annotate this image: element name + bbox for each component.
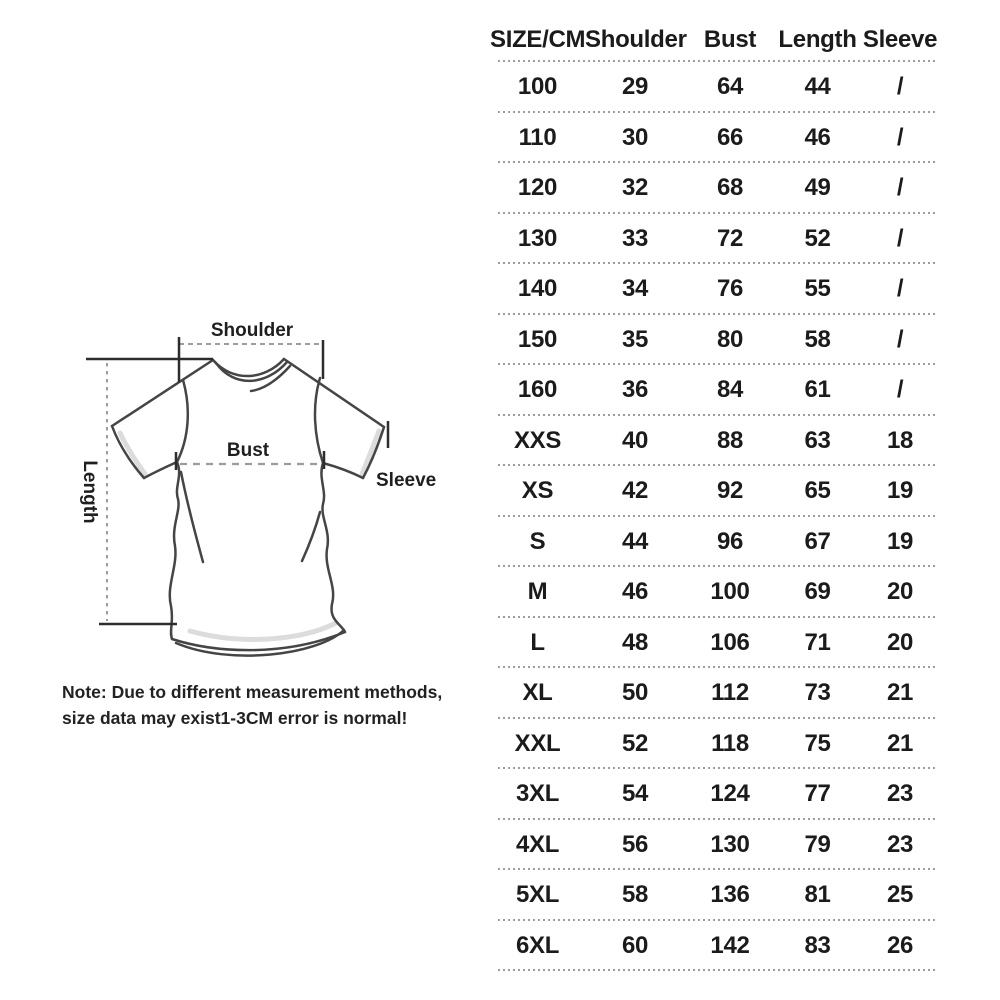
cell-size: 160 [517, 376, 558, 404]
note-text [62, 679, 472, 731]
table-body [490, 62, 940, 971]
cell-sleeve: 19 [886, 527, 914, 555]
cell-sleeve: 21 [886, 679, 914, 707]
cell-shoulder: 42 [621, 477, 649, 505]
header-cell-size: SIZE/CM [490, 26, 586, 53]
cell-length: 69 [804, 578, 831, 606]
cell-sleeve: / [896, 325, 904, 353]
table-row [490, 870, 940, 921]
cell-shoulder: 40 [621, 426, 649, 454]
cell-sleeve: / [896, 73, 904, 101]
table-row [490, 365, 940, 416]
sleeve-label: Sleeve [376, 470, 437, 491]
right-armhole-seam [315, 378, 323, 463]
tshirt-outline [112, 359, 384, 656]
cell-shoulder: 34 [621, 275, 649, 303]
cell-shoulder: 60 [621, 931, 649, 959]
cell-size: 120 [517, 174, 558, 202]
cell-size: XXL [514, 729, 561, 757]
cell-size: 3XL [515, 780, 560, 808]
cell-size: 6XL [515, 931, 560, 959]
cell-sleeve: / [896, 123, 904, 151]
cell-shoulder: 52 [621, 729, 649, 757]
cell-bust: 124 [710, 780, 750, 808]
table-row [490, 668, 940, 719]
cell-size: 110 [518, 123, 557, 151]
left-armhole-seam [177, 380, 188, 462]
table-row [490, 214, 940, 265]
table-row [490, 820, 940, 871]
table-row [490, 113, 940, 164]
cell-shoulder: 50 [621, 679, 649, 707]
header-cell-sleeve: Sleeve [862, 26, 938, 53]
size-table [490, 18, 940, 971]
cell-sleeve: 25 [886, 881, 914, 909]
cell-length: 55 [804, 275, 831, 303]
cell-bust: 66 [716, 123, 744, 151]
cell-sleeve: 26 [886, 931, 914, 959]
cell-size: XS [521, 477, 554, 505]
cell-bust: 96 [716, 527, 744, 555]
cell-length: 71 [804, 628, 831, 656]
right-underarm [323, 463, 363, 478]
shoulder-label: Shoulder [210, 320, 294, 341]
cell-length: 75 [804, 729, 831, 757]
cell-bust: 142 [710, 931, 750, 959]
cell-bust: 92 [716, 477, 744, 505]
cell-size: 100 [517, 73, 558, 101]
cell-shoulder: 58 [621, 881, 649, 909]
cell-shoulder: 33 [621, 224, 649, 252]
note-line-2: size data may exist1-3CM error is normal! [62, 708, 408, 728]
cell-sleeve: 20 [886, 628, 914, 656]
cell-sleeve: 20 [886, 578, 914, 606]
cell-shoulder: 32 [621, 174, 649, 202]
cell-length: 67 [804, 527, 831, 555]
cell-sleeve: 19 [886, 477, 914, 505]
cell-length: 79 [804, 830, 831, 858]
cell-sleeve: / [896, 174, 904, 202]
table-row [490, 618, 940, 669]
cell-size: XXS [513, 426, 562, 454]
cell-shoulder: 29 [621, 73, 649, 101]
cell-length: 77 [804, 780, 831, 808]
cell-sleeve: 21 [886, 729, 914, 757]
cell-size: M [527, 578, 548, 606]
cell-bust: 76 [716, 275, 744, 303]
cell-size: 4XL [515, 830, 560, 858]
cell-shoulder: 54 [621, 780, 649, 808]
cell-shoulder: 46 [621, 578, 649, 606]
cell-size: L [530, 628, 545, 656]
tshirt-measurement-diagram [40, 300, 470, 690]
cell-length: 83 [804, 931, 831, 959]
cell-bust: 84 [716, 376, 744, 404]
cell-length: 52 [804, 224, 831, 252]
table-row [490, 315, 940, 366]
cell-sleeve: / [896, 224, 904, 252]
cell-size: 130 [517, 224, 558, 252]
table-row [490, 719, 940, 770]
cell-bust: 130 [710, 830, 750, 858]
table-row [490, 163, 940, 214]
cell-bust: 80 [716, 325, 744, 353]
cell-bust: 100 [710, 578, 750, 606]
table-row [490, 416, 940, 467]
bust-label: Bust [226, 440, 270, 461]
cell-bust: 136 [710, 881, 750, 909]
cell-shoulder: 30 [621, 123, 649, 151]
cell-length: 63 [804, 426, 831, 454]
table-row [490, 62, 940, 113]
header-cell-shoulder: Shoulder [585, 26, 687, 53]
right-wrinkle [302, 512, 320, 561]
header-cell-bust: Bust [703, 26, 757, 53]
cell-bust: 72 [716, 224, 744, 252]
table-row [490, 769, 940, 820]
cell-sleeve: 23 [886, 780, 914, 808]
cell-size: 150 [517, 325, 558, 353]
cell-size: S [529, 527, 546, 555]
table-row [490, 921, 940, 972]
cell-bust: 106 [710, 628, 750, 656]
cell-size: 5XL [515, 881, 560, 909]
cell-size: 140 [517, 275, 558, 303]
cell-bust: 64 [716, 73, 744, 101]
header-cell-length: Length [778, 26, 857, 53]
cell-shoulder: 44 [621, 527, 649, 555]
shirt-shading [120, 431, 379, 639]
left-body-side [170, 462, 179, 639]
cell-shoulder: 35 [621, 325, 649, 353]
measurement-annotations [79, 320, 436, 624]
table-row [490, 517, 940, 568]
cell-sleeve: 18 [886, 426, 914, 454]
cell-bust: 88 [716, 426, 744, 454]
table-row [490, 264, 940, 315]
cell-length: 44 [804, 73, 831, 101]
cell-bust: 118 [711, 729, 749, 757]
length-label: Length [79, 460, 100, 524]
left-wrinkle [181, 472, 203, 562]
cell-length: 61 [804, 376, 831, 404]
cell-length: 46 [804, 123, 831, 151]
cell-size: XL [522, 679, 553, 707]
left-sleeve-top [112, 360, 213, 426]
table-header-row [490, 18, 940, 62]
cell-length: 73 [804, 679, 831, 707]
cell-sleeve: / [896, 376, 904, 404]
left-underarm [144, 462, 177, 478]
cell-shoulder: 36 [621, 376, 649, 404]
cell-length: 58 [804, 325, 831, 353]
cell-shoulder: 56 [621, 830, 649, 858]
cell-length: 65 [804, 477, 831, 505]
right-sleeve-top [284, 359, 384, 427]
right-body-side [321, 463, 345, 632]
table-row [490, 466, 940, 517]
cell-sleeve: 23 [886, 830, 914, 858]
cell-shoulder: 48 [621, 628, 649, 656]
cell-sleeve: / [896, 275, 904, 303]
note-line-1: Note: Due to different measurement methods, [62, 682, 443, 702]
table-row [490, 567, 940, 618]
cell-length: 49 [804, 174, 831, 202]
cell-bust: 112 [711, 679, 749, 707]
cell-length: 81 [804, 881, 831, 909]
cell-bust: 68 [716, 174, 744, 202]
